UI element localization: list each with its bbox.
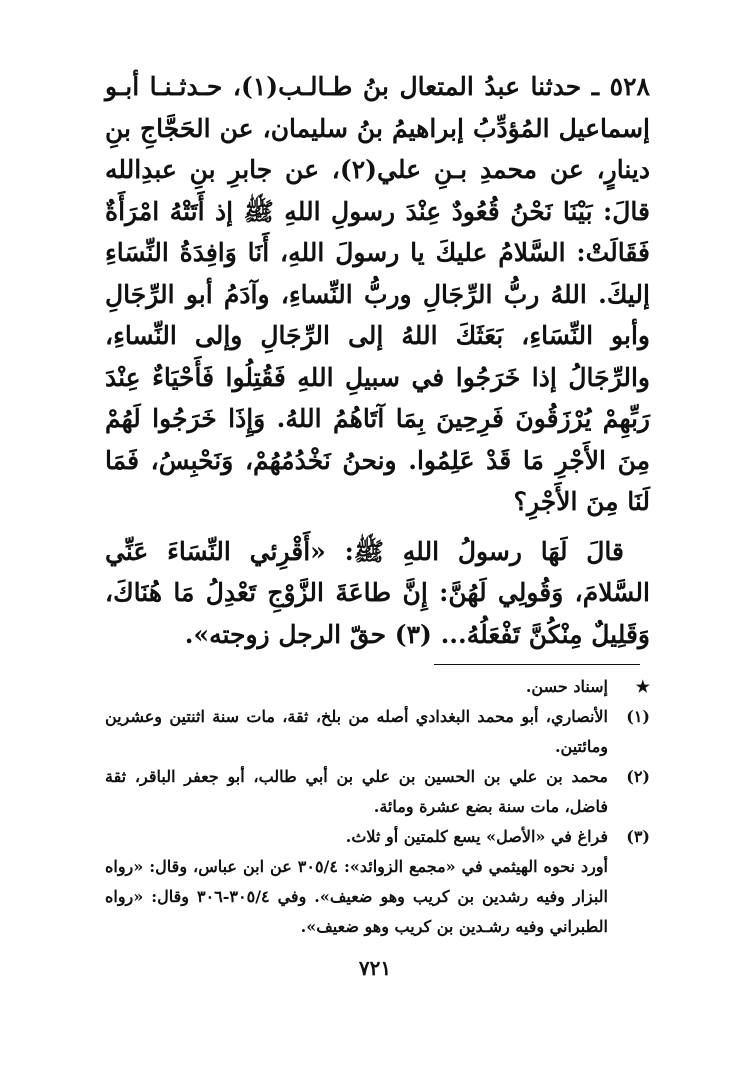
hadith-paragraph-1	[105, 66, 650, 523]
footnote-3-text: فراغ في «الأصل» يسع كلمتين أو ثلاث.	[345, 827, 608, 846]
footnote-1-text: الأنصاري، أبو محمد البغدادي أصله من بلخ، ثقة، مات سنة اثنتين وعشرين ومائتين.	[105, 707, 608, 756]
footnote-3	[105, 822, 650, 852]
footnote-2-marker: (٢)	[626, 767, 650, 786]
hadith-text	[105, 66, 650, 655]
footnote-2	[105, 762, 650, 822]
page-number: ٧٢١	[358, 956, 392, 980]
hadith-dash: ـ	[591, 72, 600, 101]
footnote-3-marker: (٣)	[626, 827, 650, 846]
hadith-paragraph-2: قالَ لَهَا رسولُ اللهِ ﷺ: «أَقْرِئي النِّسَاءَ عَنِّي السَّلامَ، وَقُولِي لَهُنَّ: إِنَّ طاعَةَ الزَّوْجِ تَعْدِلُ مَا هُنَاكَ، وَقَلِيلٌ مِنْكُنَّ تَفْعَلُهُ... (٣) حقّ الرجل زوجته».	[105, 536, 650, 649]
footnote-1	[105, 702, 650, 762]
footnote-2-text: محمد بن علي بن الحسين بن علي بن أبي طالب، أبو جعفر الباقر، ثقة فاضل، مات سنة بضع عشرة ومائة.	[105, 767, 609, 816]
hadith-number: ٥٢٨	[609, 72, 650, 101]
footnote-star	[105, 672, 650, 702]
footnote-1-marker: (١)	[626, 707, 650, 726]
footnote-star-marker: ★	[635, 677, 650, 696]
footnote-star-text: إسناد حسن.	[525, 677, 608, 696]
footnote-3-continuation: أورد نحوه الهيثمي في «مجمع الزوائد»: ٣٠٥/٤ عن ابن عباس، وقال: «رواه البزار وفيه رشدين بن كريب وهو ضعيف». وفي ٣٠٥/٤-٣٠٦ وقال: «رواه الطبراني وفيه رشـدين بن كريب وهو ضعيف».	[105, 857, 609, 936]
hadith-paragraph-1-text: حدثنا عبدُ المتعال بنُ طـالـب(١)، حـدثـنـا أبـو إسماعيل المُؤدِّبُ إبراهيمُ بنُ سليمان، عن الحَجَّاجِ بنِ دينارٍ، عن محمدِ بـنِ علي(٢)، عن جابرِ بنِ عبدِالله قالَ: بَيْنَا نَحْنُ قُعُودٌ عِنْدَ رسولِ اللهِ ﷺ إذ أَتَتْهُ امْرَأَةٌ فَقَالَتْ: السَّلامُ عليكَ يا رسولَ اللهِ، أَنَا وَافِدَةُ النِّسَاءِ إليكَ. اللهُ ربُّ الرِّجَالِ وربُّ النِّساءِ، وآدَمُ أبو الرِّجَالِ وأبو النِّسَاءِ، بَعَثَكَ اللهُ إلى الرِّجَالِ وإلى النِّساءِ، والرِّجَالُ إذا خَرَجُوا في سبيلِ اللهِ فَقُتِلُوا فَأَحْيَاءٌ عِنْدَ رَبِّهِمْ يُرْزَقُونَ فَرِحِينَ بِمَا آتَاهُمُ اللهُ. وَإِذَا خَرَجُوا لَهُمْ مِنَ الأَجْرِ مَا قَدْ عَلِمُوا. ونحنُ نَخْدُمُهُمْ، وَنَحْبِسُ، فَمَا لَنَا مِنَ الأَجْرِ؟	[105, 72, 650, 516]
footnotes	[105, 672, 650, 942]
footnote-divider	[434, 664, 640, 665]
